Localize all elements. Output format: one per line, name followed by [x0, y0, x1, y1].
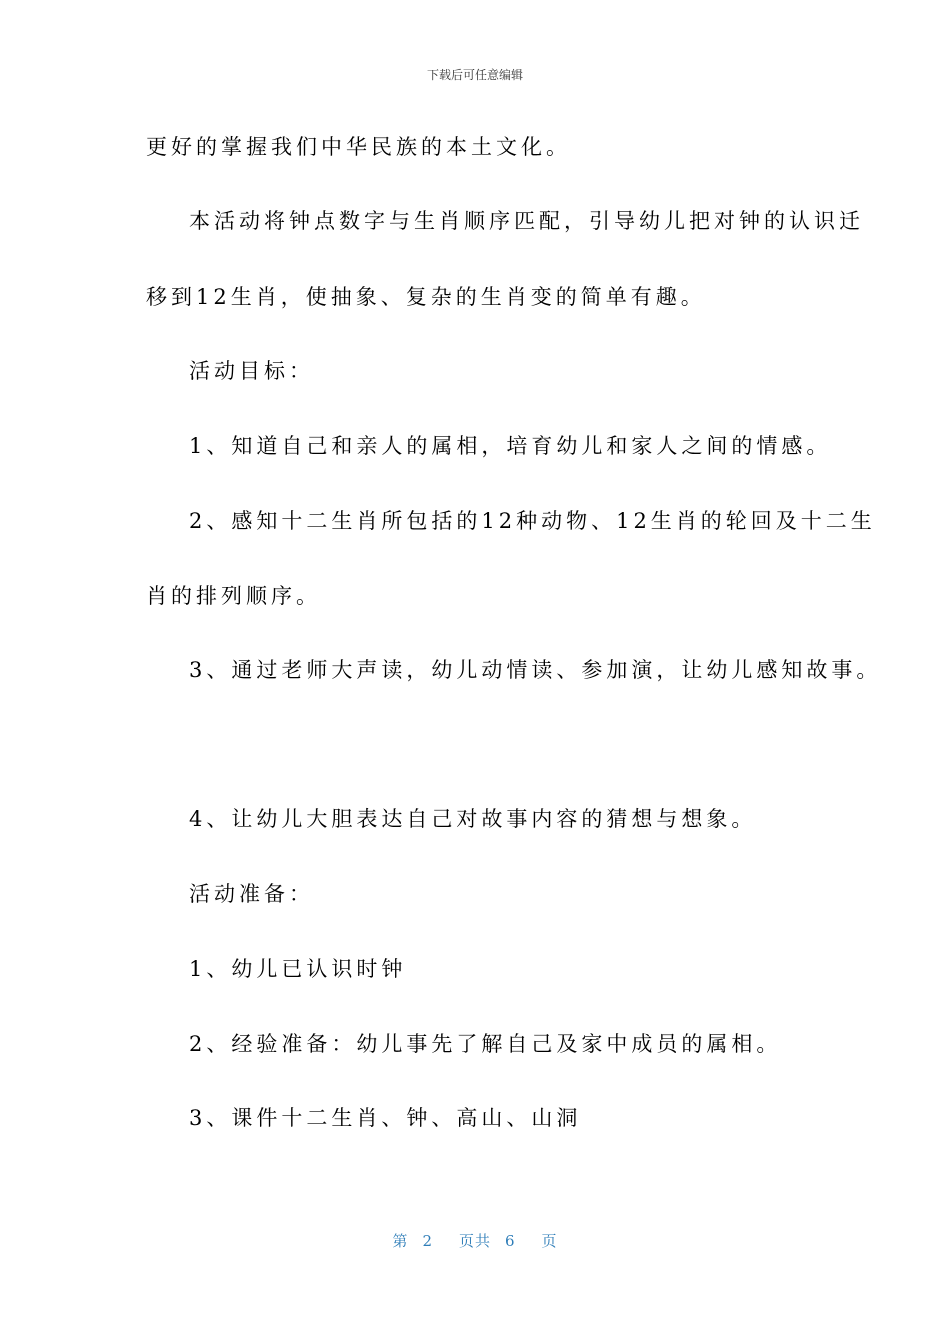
goal-item-2: 2、感知十二生肖所包括的12种动物、12生肖的轮回及十二生 [189, 509, 876, 533]
goal-item-4: 4、让幼儿大胆表达自己对故事内容的猜想与想象。 [189, 807, 757, 831]
page-current: 2 [422, 1232, 433, 1250]
page-mid: 页共 [458, 1232, 491, 1250]
page-prefix: 第 [392, 1232, 409, 1250]
page-number-footer [0, 1230, 950, 1251]
body-line-2: 本活动将钟点数字与生肖顺序匹配，引导幼儿把对钟的认识迁 [189, 209, 864, 233]
goal-item-3: 3、通过老师大声读，幼儿动情读、参加演，让幼儿感知故事。 [189, 658, 882, 682]
prep-item-1: 1、幼儿已认识时钟 [189, 957, 407, 981]
header-note: 下载后可任意编辑 [426, 68, 523, 82]
prep-item-3: 3、课件十二生肖、钟、高山、山洞 [189, 1106, 582, 1130]
section-heading-preparation: 活动准备： [189, 882, 314, 906]
section-heading-goals: 活动目标： [189, 359, 314, 383]
page-suffix: 页 [541, 1232, 558, 1250]
goal-item-1: 1、知道自己和亲人的属相，培育幼儿和家人之间的情感。 [189, 434, 832, 458]
prep-item-2: 2、经验准备：幼儿事先了解自己及家中成员的属相。 [189, 1032, 782, 1056]
body-line-3: 移到12生肖，使抽象、复杂的生肖变的简单有趣。 [146, 285, 706, 309]
body-line-1: 更好的掌握我们中华民族的本土文化。 [146, 135, 571, 159]
goal-item-2-continued: 肖的排列顺序。 [146, 584, 321, 608]
page-total: 6 [505, 1232, 516, 1250]
